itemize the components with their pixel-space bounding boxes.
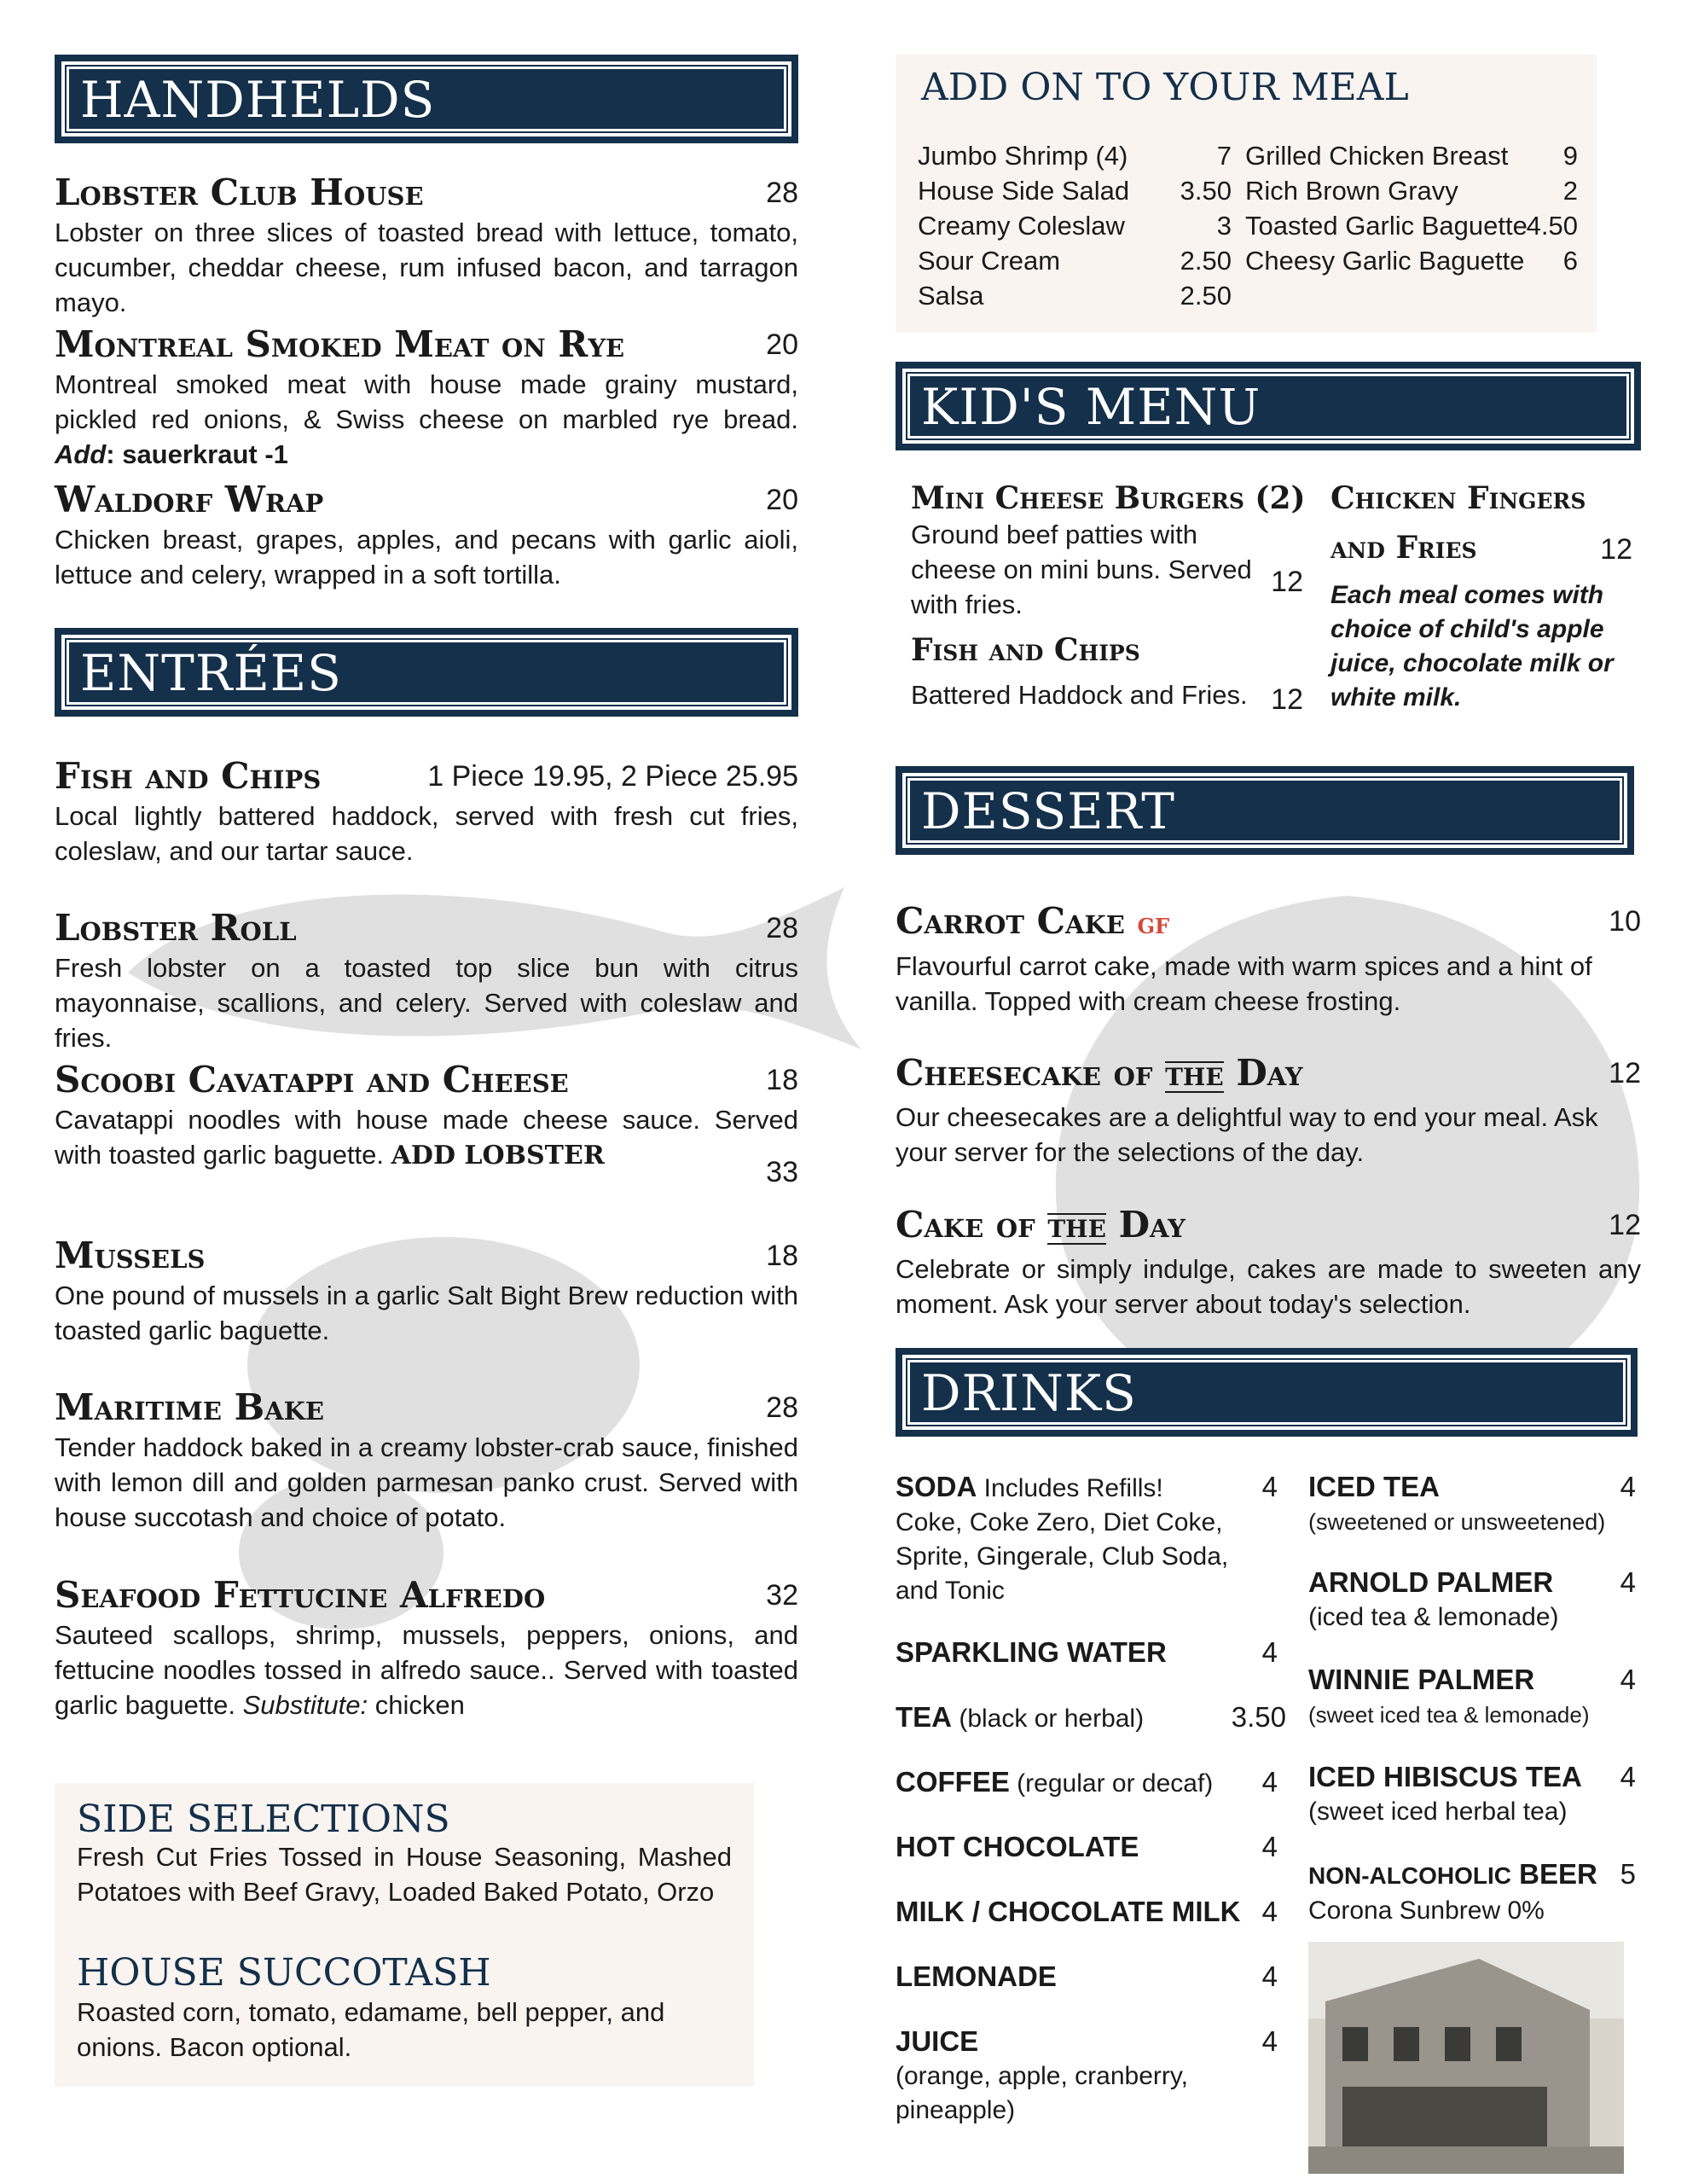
item-price: 1 Piece 19.95, 2 Piece 25.95 <box>427 760 798 793</box>
drink-price: 4 <box>1620 1664 1636 1695</box>
item-description: Lobster on three slices of toasted bread with lettuce, tomato, cucumber, cheddar cheese, rum infused bacon, and tarragon mayo. <box>55 218 798 317</box>
drinks-title: DRINKS <box>921 1364 1137 1422</box>
add-on-price: 9 <box>1562 141 1578 171</box>
drink-name: NON-ALCOHOLIC <box>1308 1862 1511 1889</box>
add-on-name: Sour Cream <box>918 246 1061 276</box>
drink-price: 4 <box>1261 1471 1278 1502</box>
add-ons-title: ADD ON TO YOUR MEAL <box>921 66 1409 109</box>
add-lobster-label: ADD LOBSTER <box>391 1141 605 1170</box>
side-selections-description: Fresh Cut Fries Tossed in House Seasoning, Mashed Potatoes with Beef Gravy, Loaded Baked Potato, Orzo <box>77 1842 732 1907</box>
item-price: 18 <box>766 1064 798 1096</box>
drink-description: (sweet iced herbal tea) <box>1308 1798 1568 1826</box>
add-on-price: 3.50 <box>1180 176 1232 206</box>
item-description: Flavourful carrot cake, made with warm spices and a hint of vanilla. Topped with cream cheese frosting. <box>896 951 1592 1016</box>
add-ons-box <box>896 55 1597 333</box>
drink-price: 4 <box>1261 1766 1278 1798</box>
item-name: Seafood Fettucine Alfredo <box>55 1574 546 1616</box>
menu-item-seafood-fettucine <box>55 1573 798 1722</box>
item-name: Lobster Club House <box>55 171 424 213</box>
item-description: Chicken breast, grapes, apples, and pecans with garlic aioli, lettuce and celery, wrapped in a soft tortilla. <box>55 525 798 590</box>
drink-name: TEA <box>896 1701 952 1733</box>
item-price: 10 <box>1609 905 1641 938</box>
drink-name: ICED HIBISCUS TEA <box>1308 1761 1582 1792</box>
add-on-name: Creamy Coleslaw <box>918 211 1125 241</box>
menu-item-maritime-bake <box>55 1385 798 1535</box>
item-price: 12 <box>1600 533 1632 566</box>
item-name: Fish and Chips <box>911 632 1140 668</box>
drink-price: 4 <box>1261 1896 1278 1927</box>
drink-description: (iced tea & lemonade) <box>1308 1603 1559 1631</box>
side-selections-title: SIDE SELECTIONS <box>77 1798 450 1841</box>
item-name-line-1: Chicken Fingers <box>1330 480 1586 516</box>
item-description: Fresh lobster on a toasted top slice bun with citrus mayonnaise, scallions, and celery. Served with coleslaw and fries. <box>55 953 798 1053</box>
item-description: Battered Haddock and Fries. <box>911 680 1248 710</box>
item-name: Cake of <box>896 1204 1035 1246</box>
item-description: One pound of mussels in a garlic Salt Bight Brew reduction with toasted garlic baguette. <box>55 1281 798 1345</box>
add-on-item <box>1245 243 1578 278</box>
drink-name: SPARKLING WATER <box>896 1636 1167 1668</box>
menu-item-lobster-roll <box>55 906 798 1055</box>
drink-hot-chocolate <box>896 1829 1278 1865</box>
the-banner: THE <box>1165 1063 1224 1091</box>
item-price: 12 <box>1271 566 1303 598</box>
item-price: 12 <box>1609 1209 1641 1241</box>
dessert-item-cake-of-the-day <box>896 1203 1641 1321</box>
item-price: 28 <box>766 912 798 944</box>
add-lobster-price: 33 <box>766 1156 798 1188</box>
item-name-suffix: Day <box>1118 1204 1186 1246</box>
item-description: Montreal smoked meat with house made grainy mustard, pickled red onions, & Swiss cheese on marbled rye bread. Add: sauerkraut -1 <box>55 369 798 469</box>
add-on-name: House Side Salad <box>918 176 1130 206</box>
add-on-item <box>918 173 1232 208</box>
drink-price: 4 <box>1261 1636 1278 1668</box>
entrees-header <box>55 628 798 717</box>
add-on-price: 2.50 <box>1180 246 1232 276</box>
handhelds-header <box>55 55 798 143</box>
drink-description: Corona Sunbrew 0% <box>1308 1896 1545 1925</box>
item-name: Carrot Cake <box>896 900 1125 942</box>
dessert-header <box>896 766 1634 855</box>
drink-name-suffix: BEER <box>1510 1858 1597 1890</box>
dessert-title: DESSERT <box>921 782 1175 840</box>
drink-name: COFFEE <box>896 1766 1010 1798</box>
add-on-name: Toasted Garlic Baguette <box>1245 211 1528 241</box>
drink-coffee <box>896 1764 1278 1800</box>
item-name: Montreal Smoked Meat on Rye <box>55 323 625 365</box>
add-on-name: Jumbo Shrimp (4) <box>918 141 1128 171</box>
menu-item-scoobi-cavatappi <box>55 1058 798 1188</box>
add-on-price: 4.50 <box>1526 211 1578 241</box>
drink-note: (regular or decaf) <box>1009 1769 1214 1798</box>
item-price: 12 <box>1271 683 1303 716</box>
drink-price: 4 <box>1261 1960 1278 1992</box>
item-description: Our cheesecakes are a delightful way to end your meal. Ask your server for the selections of the day. <box>896 1102 1598 1167</box>
add-on-item <box>1245 208 1578 243</box>
drink-soda <box>896 1469 1278 1623</box>
add-on-price: 2.50 <box>1180 281 1232 311</box>
drink-note: Includes Refills! <box>977 1474 1163 1502</box>
add-on-item <box>918 278 1232 313</box>
drink-lemonade <box>896 1959 1278 1995</box>
item-name-suffix: Day <box>1236 1052 1303 1094</box>
drink-sparkling-water <box>896 1635 1278 1670</box>
item-price: 20 <box>766 328 798 361</box>
item-name: Cheesecake of <box>896 1052 1153 1094</box>
drink-tea <box>896 1699 1286 1735</box>
drink-milk <box>896 1894 1278 1930</box>
entrees-title: ENTRÉES <box>80 644 342 702</box>
drink-winnie-palmer <box>1308 1662 1636 1732</box>
drink-price: 4 <box>1620 1566 1636 1598</box>
item-name: Mussels <box>55 1234 206 1276</box>
drinks-left-list <box>896 1469 1286 2124</box>
menu-item-fish-and-chips <box>55 754 798 868</box>
gluten-free-badge: GF <box>1137 914 1170 938</box>
house-succotash-description: Roasted corn, tomato, edamame, bell pepper, and onions. Bacon optional. <box>77 1997 665 2062</box>
add-on-item <box>918 243 1232 278</box>
drink-iced-tea <box>1308 1469 1636 1539</box>
drink-note: (black or herbal) <box>952 1705 1145 1733</box>
item-name-line-2: and Fries <box>1330 530 1477 566</box>
drink-price: 4 <box>1620 1471 1636 1502</box>
drink-name: MILK / CHOCOLATE MILK <box>896 1896 1241 1927</box>
add-on-price: 7 <box>1216 141 1232 171</box>
item-price: 18 <box>766 1240 798 1272</box>
item-price: 12 <box>1609 1057 1641 1089</box>
kids-item-fish-and-chips <box>911 631 1312 716</box>
drink-price: 3.50 <box>1231 1701 1286 1733</box>
kids-item-mini-cheese-burgers <box>911 479 1312 622</box>
drink-non-alcoholic-beer <box>1308 1856 1636 1928</box>
add-on-item <box>918 208 1232 243</box>
add-on-name: Rich Brown Gravy <box>1245 176 1458 206</box>
dessert-item-cheesecake-of-the-day <box>896 1051 1641 1170</box>
drink-description: Coke, Coke Zero, Diet Coke, Sprite, Gingerale, Club Soda, and Tonic <box>896 1508 1229 1605</box>
menu-item-waldorf-wrap <box>55 478 798 592</box>
add-on-item <box>918 138 1232 173</box>
drink-name: WINNIE PALMER <box>1308 1664 1535 1695</box>
menu-item-mussels <box>55 1234 798 1348</box>
drink-name: JUICE <box>896 2025 979 2057</box>
drink-name: LEMONADE <box>896 1960 1057 1992</box>
item-name: Fish and Chips <box>55 755 322 797</box>
add-on-name: Grilled Chicken Breast <box>1245 141 1509 171</box>
drink-name: SODA <box>896 1471 977 1502</box>
drink-description: (sweetened or unsweetened) <box>1308 1509 1606 1535</box>
drink-price: 5 <box>1620 1858 1636 1890</box>
add-on-item <box>1245 173 1578 208</box>
kids-menu-header <box>896 362 1641 450</box>
add-on-price: 2 <box>1562 176 1578 206</box>
item-price: 28 <box>766 177 798 209</box>
drink-price: 4 <box>1261 2025 1278 2057</box>
item-name: Lobster Roll <box>55 907 297 949</box>
the-banner: THE <box>1047 1215 1106 1243</box>
drink-name: ICED TEA <box>1308 1471 1441 1502</box>
kids-menu-title: KID'S MENU <box>921 378 1261 436</box>
drink-description: (orange, apple, cranberry, pineapple) <box>896 2062 1188 2124</box>
handhelds-title: HANDHELDS <box>80 71 436 129</box>
historic-building-photo <box>1308 1942 1624 2174</box>
drinks-header <box>896 1348 1638 1437</box>
drink-price: 4 <box>1261 1831 1278 1862</box>
item-name: Mini Cheese Burgers (2) <box>911 480 1306 516</box>
add-on-name: Salsa <box>918 281 984 311</box>
drink-description: (sweet iced tea & lemonade) <box>1308 1702 1590 1728</box>
drink-juice <box>896 2024 1278 2128</box>
add-on-price: 6 <box>1562 246 1578 276</box>
drink-name: HOT CHOCOLATE <box>896 1831 1139 1862</box>
item-description: Local lightly battered haddock, served with fresh cut fries, coleslaw, and our tartar sauce. <box>55 801 798 866</box>
drink-price: 4 <box>1620 1761 1636 1792</box>
add-on-price: 3 <box>1216 211 1232 241</box>
add-on-name: Cheesy Garlic Baguette <box>1245 246 1525 276</box>
item-name: Waldorf Wrap <box>55 479 324 520</box>
menu-item-lobster-club <box>55 171 798 320</box>
kids-meal-note: Each meal comes with choice of child's apple juice, chocolate milk or white milk. <box>1330 581 1614 712</box>
house-succotash-title: HOUSE SUCCOTASH <box>77 1951 491 1995</box>
item-description: Sauteed scallops, shrimp, mussels, peppers, onions, and fettucine noodles tossed in alfredo sauce.. Served with toasted garlic baguette. Substitute: chicken <box>55 1620 798 1720</box>
drink-iced-hibiscus-tea <box>1308 1759 1636 1829</box>
drink-arnold-palmer <box>1308 1565 1636 1635</box>
kids-item-chicken-fingers <box>1330 479 1641 715</box>
drink-name: ARNOLD PALMER <box>1308 1566 1554 1598</box>
add-on-item <box>1245 138 1578 173</box>
dessert-item-carrot-cake <box>896 899 1641 1019</box>
item-description: Celebrate or simply indulge, cakes are made to sweeten any moment. Ask your server about today's selection. <box>896 1254 1641 1319</box>
item-price: 28 <box>766 1391 798 1424</box>
item-name: Scoobi Cavatappi and Cheese <box>55 1059 569 1101</box>
item-name: Maritime Bake <box>55 1386 324 1428</box>
side-selections-box <box>55 1783 754 2087</box>
item-description: Tender haddock baked in a creamy lobster-crab sauce, finished with lemon dill and golden parmesan panko crust. Served with house succotash and choice of potato. <box>55 1432 798 1532</box>
item-description: Cavatappi noodles with house made cheese sauce. Served with toasted garlic baguette. ADD LOBSTER <box>55 1105 798 1170</box>
menu-item-montreal-smoked-meat <box>55 322 798 472</box>
item-price: 32 <box>766 1579 798 1612</box>
item-price: 20 <box>766 484 798 516</box>
item-description: Ground beef patties with cheese on mini buns. Served with fries. <box>911 520 1252 619</box>
